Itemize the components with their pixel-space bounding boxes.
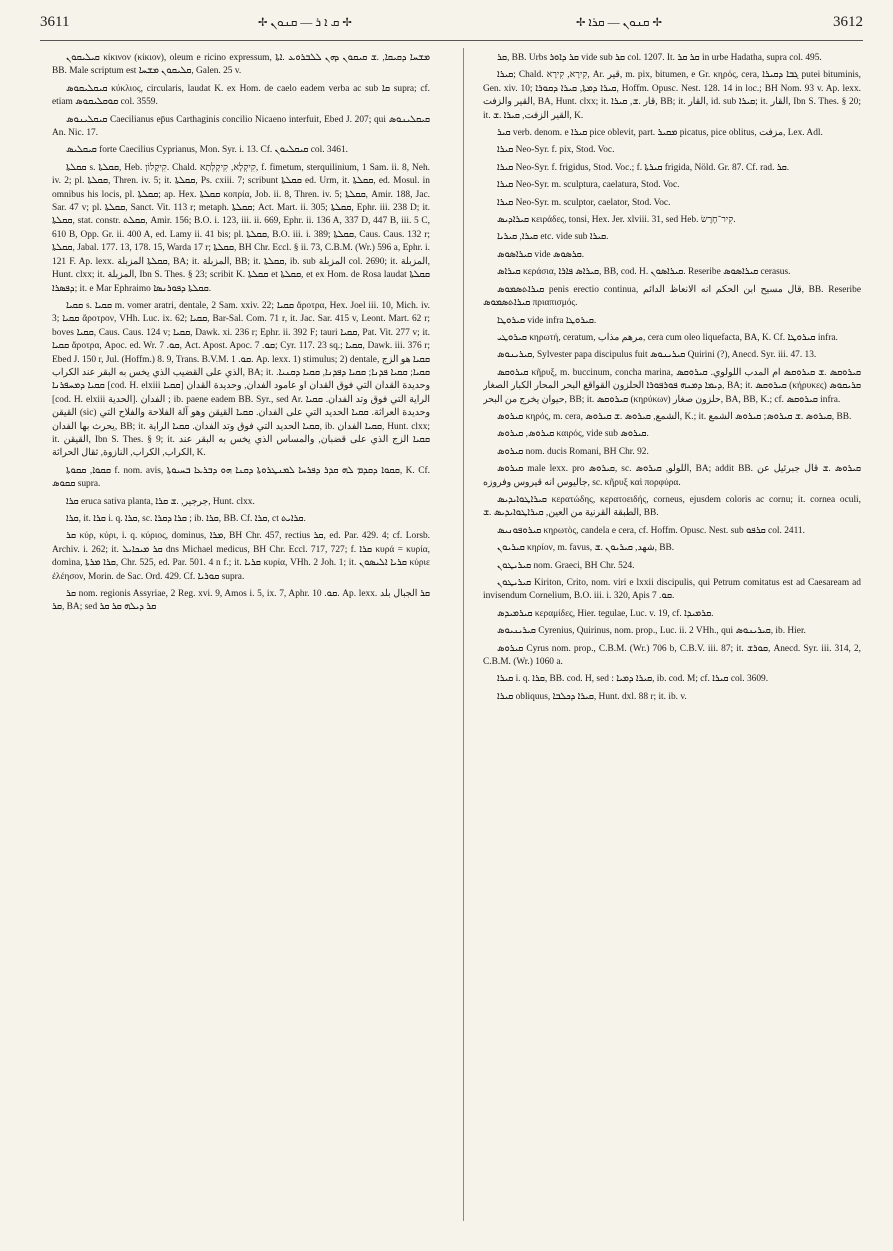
dictionary-entry: ܩܝܪܘܣ male lexx. pro ܩܝܪܘܣ, sc. اللولو, ܩܝܪܘܣ, BA; addit BB. ܩܝܪܘܣ .ܫ قال جبرئيل عن جاليوس انه قيروس وفروزه, sc. κῆρυξ καὶ πορφύρα. — [483, 464, 861, 488]
page-number-right: 3612 — [833, 14, 863, 30]
running-title-right: ✢ ܩܢܘܢ — ܩܪܐ ✢ — [576, 15, 662, 29]
dictionary-entry: ܩܝܪܐ i. q. ܩܪܐ, BB. cod. H, sed : ܩܝܪܐ ܕܡܝܐ, ib. cod. M; cf. ܩܝܪܐ col. 3609. — [497, 674, 769, 685]
dictionary-entry: ܩܝܪܘܩܣ κῆρυξ, m. buccinum, concha marina, ܩܝܪܘܩܣ .ܫ ܩܝܪܘܩܣ ام المدب اللولوي. ܩܝܪܘܩܣ ܕܝܡܐ ܕܡܢܗ ܦܘܪܦܘܪܐ الحلزون القواقع البحر المحار الكبار الصغار, BA; it. ܩܝܪܘܩܣ (κήρυκες) ܩܪܝܩܘܣ حيوان يخرج من البحر, BB; it. ܩܝܪܘܩܣ (κηρύκων) حلزون صغار, BA, BB, K.; cf. ܩܝܪܘܩܣ infra. — [483, 367, 861, 405]
dictionary-entry: ܩܝܪܝܢܝܘܣ Cyrenius, Quirinus, nom. prop., Luc. ii. 2 VHh., qui ܩܝܪܝܢܘܣ, ib. Hier. — [497, 626, 806, 637]
column-divider — [463, 48, 464, 1221]
dictionary-entry: ܩܝܠܝܩܘܢ κίκινον (κίκιον), oleum e ricino expressum, ܡܫܚܐ ܕܩܝܩܐ, .ܫ ܩܝܩܘܢ ܕܗܢ ܠܠܒܪܘܥ .ܐܬܐ BB. Male scriptum est ܩܠܝܩܘܢ ܡܫܚܐ, Galen. 25 v. — [52, 53, 430, 77]
dictionary-entry: ܩܝܪܡܝܕܣ κεραμίδες, Hier. tegulae, Luc. v. 19, cf. ܩܪܡܝܕܐ. — [497, 608, 714, 619]
dictionary-entry: ܩܝܪܐ Neo-Syr. m. sculptor, caelator, Stod. Voc. — [497, 197, 671, 208]
dictionary-entry: ܩܝܪܐ, ܩܝܪܝܐ etc. vide sub ܩܝܪܐ. — [497, 232, 609, 243]
dictionary-entry: ܩܝܪܐ obliquus, ܩܝܪܐ ܕܟܠܒܐ, Hunt. dxl. 88 r; it. ib. v. — [497, 691, 687, 702]
dictionary-entry: ܩܪܐ, it. ܩܪܐ i. q. ܩܪܐ, sc. ܩܪܐ ܕܩܪܐ ; ib. ܩܪܐ, BB. Cf. ܩܪܐ, ct ܩܪܐܝܬ. — [66, 514, 306, 524]
dictionary-entry: ܩܝܪܘܣ κηρός, m. cera, الشمع, ܩܝܪܘܣ .ܫ ܩܝܪܘܣ, K.; it. ܩܝܪܘܣ .ܫ ܩܝܪܘܣ; ܩܝܪܘܣ الشمع, BB. — [497, 411, 852, 422]
dictionary-entry: ܩܝܪܘܛܐ vide infra ܩܝܪܘܛܐ. — [497, 315, 597, 326]
dictionary-entry: ܩܝܪ verb. denom. e ܩܝܪܐ pice oblevit, part. ܡܩܝܪ picatus, pice oblitus, مزفت, Lex. Adl. — [497, 128, 823, 139]
dictionary-entry: ܩܝܪܘܣ, ܩܝܪܘܣ καιρός, vide sub ܩܝܪܘܣ. — [497, 429, 649, 440]
dictionary-entry: ܩܝܪܐ Neo-Syr. f. pix, Stod. Voc. — [497, 145, 615, 156]
dictionary-entry: ܩܝܩܠܝܣ forte Caecilius Cyprianus, Mon. Syr. i. 13. Cf. ܩܝܩܠܝܘܢ col. 3461. — [66, 145, 348, 156]
dictionary-entry: ܩܩܘܐ, ܩܩܘܬܐ f. nom. avis, ܩܩܘܐ ܕܩܕܡ ܠܗ ܩܕܪ ܕܦܪܚܐ ܠܡܢܛܪܘܬܐ ܕܩܢܐ ܗܘ ܕܒܪܥܐ ܒܚܝܘܬܐ, K. Cf. ܩܩܘܣ supra. — [52, 465, 430, 490]
dictionary-entry: ܩܪ, BB. Urbs ܩܪ ܕܐܘܪ vide sub ܩܪ col. 1207. It. ܩܪ ܩܪ in urbe Hadatha, supra col. 495. — [497, 53, 822, 63]
dictionary-entry: ܩܝܪܐ; Chald. קִירָא, קִירָא, Ar. قير, m. pix, bitumen, e Gr. κηρός, cera, ܓܒܐ ܕܩܝܪܐ putei bituminis, Gen. xiv. 10; ܩܝܪܐ ܕܡܬܐ, ܩܝܪܐ ܕܩܘܪܐ, Hoffm. Opusc. Nest. 128. 14 in loc.; BH Nom. 93 v. Ap. lexx. القير والزفت, BA, Hunt. clxx; it. قار .ܫ, ܩܝܪܐ, BB; it. القار, id. sub ܩܝܪܐ; it. القار, Ibn S. Thes. § 20; it. القير الزفت, ܩܝܪܐ .ܫ, K. — [483, 70, 861, 121]
dictionary-entry: ܩܝܩܠܝܢܘܣ Caecilianus ep̄us Carthaginis concilio Nicaeno interfuit, Ebed J. 207; qui ܩܝܩܠܝܢܘܣ An. Nic. 17. — [52, 114, 430, 139]
dictionary-entry: ܩܝܪܐܣܘܣ vide ܩܪܣܘܣ. — [497, 249, 585, 260]
dictionary-entry: ܩܝܪܘܣ Cyrus nom. prop., C.B.M. (Wr.) 706 b, C.B.V. iii. 87; it. ܩܘܪܫ, Anecd. Syr. iii. 314, 2, C.B.M. (Wr.) 1060 a. — [483, 643, 861, 668]
dictionary-entry: ܩܝܪܘܛܝ κηρωτή, ceratum, مرهم مذاب, cera cum oleo liquefacta, BA, K. Cf. ܩܝܪܘܛܐ infra. — [497, 332, 838, 343]
right-column — [483, 52, 861, 1227]
dictionary-entry: ܩܝܪܝܛܘܢ nom. Graeci, BH Chr. 524. — [497, 560, 635, 571]
dictionary-entry: ܩܝܪܝܢܘܣ, Sylvester papa discipulus fuit ܩܝܪܝܢܘܣ Quirini (?), Anecd. Syr. iii. 47. 13. — [497, 350, 817, 361]
running-title-left: ✢ ܩ ܐ ܪ — ܩܢܘܢ ✢ — [258, 15, 352, 29]
dictionary-entry: ܩܝܪܐܬܣܡܘܣ penis erectio continua, قال مسيح ابن الحكم انه الانعاظ الدائم, BB. Reseribe ܩܝܪܐܬܣܡܘܣ πριαπισμός. — [483, 284, 861, 309]
dictionary-entry: ܩܪ nom. regionis Assyriae, 2 Reg. xvi. 9, Amos i. 5, ix. 7, Aphr. ܩܘ. 10. Ap. lexx. ܩܪ الجبال بلد ܩܪ, BA; sed ܩܪ ܕܝܠܗ ܩܪ ܩܪ — [52, 589, 430, 613]
dictionary-entry: ܩܝܪܝܛܘܢ Kiriton, Crito, nom. viri e lxxii discipulis, qui Petrum comitatus est ad Caesaream ad invisendum Cornelium, B.O. iii. i. 320, Apis ܩܘ. 7. — [483, 578, 861, 602]
dictionary-entry: ܩܝܪܘܦܘܢܝܣ κηρωτὸς, candela e cera, cf. Hoffm. Opusc. Nest. sub ܩܪܦܘ col. 2411. — [497, 525, 805, 536]
dictionary-entry: ܩܝܪܐ Neo-Syr. m. sculptura, caelatura, Stod. Voc. — [497, 180, 680, 191]
dictionary-entry: ܩܝܪܝܘܢ κηρίον, m. favus, شهد, ܩܝܪܝܘܢ .ܫ, BB. — [497, 543, 675, 554]
dictionary-entry: ܩܝܪܐܛܘܐܝܕܝܣ κερατώδης, κερατοειδής, corneus, ejusdem coloris ac cornu; it. cornea oculi, الطبقة القرنية من العين, ܩܝܪܐܛܘܐܝܕܝܣ .ܫ, BB. — [483, 494, 861, 519]
left-column — [52, 52, 430, 1227]
dictionary-entry: ܩܝܪܘܣ nom. ducis Romani, BH Chr. 92. — [497, 446, 649, 457]
running-header — [40, 12, 863, 36]
header-rule — [40, 40, 863, 41]
dictionary-entry: ܩܪ κύρ, κύρι, i. q. κύριος, dominus, ܡܪܐ, BH Chr. 457, rectius ܩܪ, ed. Par. 429. 4; cf. Lorsb. Archiv. i. 262; it. ܩܪ ܡܝܟܐܝܠ dns Michael medicus, BH Chr. Eccl. 717, 727; f. ܩܪܐ κυρά = κυρία, domina, ܩܪܐ ܡܪܬܐ, Chr. 525, ed. Par. 501. 4 n f.; it. ܩܪܝܐ κυρία, VHh. 2 Joh. 1; it. ܩܪܝܐ ܐܠܝܣܘܢ κύριε ἐλέησον, Morin. de Sac. Ord. 429. Cf. ܩܘܪܝܐ supra. — [52, 531, 430, 582]
dictionary-entry: ܩܝܪܐ Neo-Syr. f. frigidus, Stod. Voc.; f. ܩܝܪܬܐ frigida, Nöld. Gr. 87. Cf. rad. ܩܪ. — [497, 162, 790, 173]
dictionary-entry: ܩܪܐ eruca sativa planta, جرجير, .ܫ ܩܪܐ, Hunt. clxx. — [66, 496, 255, 507]
dictionary-entry: ܩܝܪܐܣ κεράσια, ܩܝܪܐܣ ܦܐܪܐ, BB, cod. H. ܩܝܪܐܣܘܢ. Reseribe ܩܝܪܐܣܘܣ cerasus. — [497, 267, 791, 278]
dictionary-entry: ܩܝܩܠܝܩܘܣ κύκλιος, circularis, laudat K. ex Hom. de caelo eadem verba ac sub ܩܐ supra; cf. etiam ܩܘܩܠܝܩܘܣ col. 3559. — [52, 83, 430, 108]
dictionary-entry: ܩܝܪܐܕܝܣ κειράδες, tonsi, Hex. Jer. xlviii. 31, sed Heb. קִיר־חֶרֶשׂ. — [497, 215, 736, 226]
page-number-left: 3611 — [40, 14, 70, 30]
dictionary-entry: ܩܩܠܬܐ s. ܩܩܠܬܐ, Heb. קִיקָלוֹן. Chald. קִיקְלָא, קִיקְלְתָא, f. fimetum, sterquilinium, 1 Sam. ii. 8, Neh. iv. 2; pl. ܩܩܠܬܐ, Thren. iv. 5; it. ܩܩܠܬܐ, Ps. cxiii. 7; scribunt ܩܩܠܬܐ ed. Urm, it. ܩܩܠܬܐ, ed. Mosul. in omnibus his locis, pl. ܩܩܠܬܐ; ap. Hex. ܩܩܠܬܐ κοπρία, Job. ii. 8, Thren. iv. 5; ܩܩܠܬܐ, Amir. 188, Jac. Sar. 47 v; pl. ܩܩܠܬܐ, Sanct. Vit. 113 r; metaph. ܩܩܠܬܐ; Act. Mart. ii. 305; ܩܩܠܬܐ, Ephr. iii. 238 D; it. ܩܩܠܬܐ, stat. constr. ܩܩܠܬ, Amir. 156; B.O. i. 123, iii. ii. 669, Ephr. ii. 136 A, 337 D, 447 B, iii. 5 C, 610 B, Opp. Gr. ii. 400 A, ed. Lamy ii. 41 bis; pl. ܩܩܠܬܐ, B.O. iii. i. 389; ܩܩܠܬܐ, Caus. Caus. 132 r; ܩܩܠܬܐ, Jabal. 177. 13, 178. 15, Warda 17 r; ܩܩܠܬܐ, BH Chr. Eccl. § ii. 73, C.B.M. (Wr.) 596 a, Ephr. i. 121 F. Ap. lexx. ܩܩܠܬܐ المزبلة, BA; it. المزبلة, BB; it. ܩܩܠܬܐ, ib. sub المزبلة col. 2690; it. المزبلة, Hunt. clxx; it. المزبلة, Ibn S. Thes. § 23; scribit K. ܩܩܠܬܐ et ܩܩܠܬܐ, et ex Hom. de Rosa laudat ܩܩܠܬܐ ܕܦܣܪܐ; it. e Mar Ephraimo ܩܩܠܬܐ ܕܦܘܪܢܣܐ. — [52, 162, 430, 294]
dictionary-entry: ܩܩܝܐ s. ܩܩܝܐ m. vomer aratri, dentale, 2 Sam. xxiv. 22; ܩܩܝܐ ἄροτρα, Hex. Joel iii. 10, Mich. iv. 3; ܩܩܝܐ ἄροτρον, VHh. Luc. ix. 62; ܩܩܝܐ, Bar-Sal. Com. 71 r, it. Jac. Sar. 415 v, Leont. Mart. 62 r; boves ܩܩܝܐ, Caus. Caus. 124 v; ܩܩܝܐ, Dawk. xi. 236 r; Ephr. ii. 392 F; tauri ܩܩܝܐ, Pat. Vit. 277 v; it. ܩܩܝܐ ἄροτρα, Apoc. ed. Wr. ܩܘ. 7, Act. Apost. Apoc. ܩܘ. 7; Cyr. 117. 23 sq.; ܩܩܝܐ, Dawk. iii. 376 r; Ebed J. 150 r, Jul. (Hoffm.) 8. 9, Trans. B.V.M. ܩܘ. 1. Ap. lexx. 1) stimulus; 2) dentale, ܩܩܝܐ هو الزج الذي على القضيب الذي يخس به البقر عند الكراب, BA; it. ܩܩܝܐ; ܩܩܝܐ ܦܕܢܐ; ܩܩܝܐ ܕܦܕܢܐ, ܩܩܝܐ ܕܩܢܝܐ. ܩܩܝܐ ܕܡܚܦܪܢܐ [cod. H. elxiii ܩܩܝܐ] وحديدة القدان التي فوق القدان او عامود الفدان, وحديدة القدان [cod. H. elxiii الحدية]. الفدان ; ib. paene eadem BB. Syr., sed Ar. الراية التي فوق وتد الفدان. ܩܩܝܐ القيقن (sic) وحديدة العراثة. ܩܩܝܐ الحديد التي على الفدان. ܩܩܝܐ القيقن وهو آلة الفلاحة والفلاح التي يحرث بها الفدان, BB; it. ܩܩܝܐ الحديد التي فوق وتد الفدان. ܩܩܝܐ الراية, ib. ܩܩܝܐ الفدان, Hunt. clxx; it. القيقن, Ibn S. Thes. § 9; it. ܩܩܝܐ الزج الذي على قضبان, والمساس الذي يخس به البقر عند الكراب, الكراب, النازوة, ثقال الحراثة, K. — [52, 300, 430, 459]
